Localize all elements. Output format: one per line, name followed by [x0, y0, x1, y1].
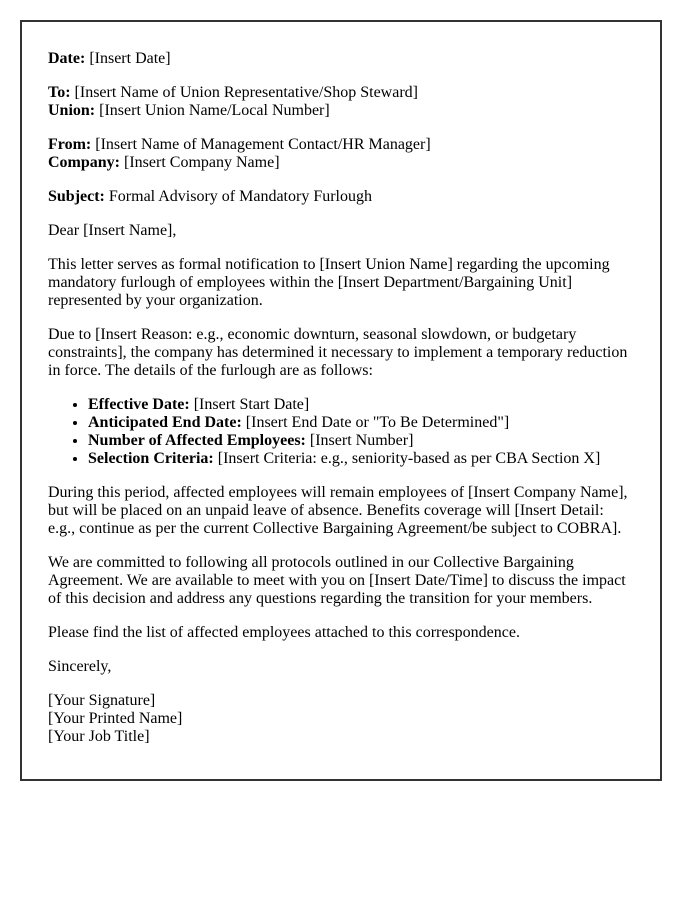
date-label: Date: [48, 50, 86, 67]
union-label: Union: [48, 102, 96, 119]
selection-criteria-label: Selection Criteria: [88, 450, 214, 467]
selection-criteria-value: [Insert Criteria: e.g., seniority-based as per CBA Section X] [217, 450, 601, 467]
company-value: [Insert Company Name] [124, 154, 280, 171]
salutation: Dear [Insert Name], [48, 222, 177, 239]
from-label: From: [48, 136, 92, 153]
list-item [88, 450, 630, 468]
union-value: [Insert Union Name/Local Number] [99, 102, 330, 119]
effective-date-label: Effective Date: [88, 396, 190, 413]
furlough-advisory-letter [20, 20, 662, 781]
signature-block [48, 692, 630, 746]
to-label: To: [48, 84, 71, 101]
signature-line: [Your Signature] [48, 692, 156, 709]
date-value: [Insert Date] [89, 50, 171, 67]
body-paragraph-1: This letter serves as formal notification to [Insert Union Name] regarding the upcoming mandatory furlough of employees within the [Insert Department/Bargaining Unit] represented by your organization. [48, 256, 610, 309]
closing: Sincerely, [48, 658, 112, 675]
from-value: [Insert Name of Management Contact/HR Manager] [95, 136, 431, 153]
body-paragraph-4: We are committed to following all protocols outlined in our Collective Bargaining Agreement. We are available to meet with you on [Insert Date/Time] to discuss the impact of this decision and address any questions regarding the transition for your members. [48, 554, 626, 607]
sender-block [48, 136, 630, 172]
end-date-value: [Insert End Date or "To Be Determined"] [245, 414, 510, 431]
affected-employees-label: Number of Affected Employees: [88, 432, 306, 449]
end-date-label: Anticipated End Date: [88, 414, 242, 431]
body-paragraph-2: Due to [Insert Reason: e.g., economic downturn, seasonal slowdown, or budgetary constraints], the company has determined it necessary to implement a temporary reduction in force. The details of the furlough are as follows: [48, 326, 628, 379]
company-label: Company: [48, 154, 121, 171]
list-item [88, 432, 630, 450]
list-item [88, 414, 630, 432]
to-value: [Insert Name of Union Representative/Shop Steward] [74, 84, 418, 101]
body-paragraph-5: Please find the list of affected employees attached to this correspondence. [48, 624, 520, 641]
furlough-details-list [48, 396, 630, 468]
printed-name-line: [Your Printed Name] [48, 710, 183, 727]
subject-value: Formal Advisory of Mandatory Furlough [108, 188, 372, 205]
list-item [88, 396, 630, 414]
job-title-line: [Your Job Title] [48, 728, 150, 745]
effective-date-value: [Insert Start Date] [193, 396, 310, 413]
recipient-block [48, 84, 630, 120]
subject-label: Subject: [48, 188, 105, 205]
date-line [48, 50, 630, 68]
affected-employees-value: [Insert Number] [309, 432, 414, 449]
subject-line [48, 188, 630, 206]
body-paragraph-3: During this period, affected employees will remain employees of [Insert Company Name], but will be placed on an unpaid leave of absence. Benefits coverage will [Insert Detail: e.g., continue as per the current Collective Bargaining Agreement/be subject to COBRA]. [48, 484, 628, 537]
